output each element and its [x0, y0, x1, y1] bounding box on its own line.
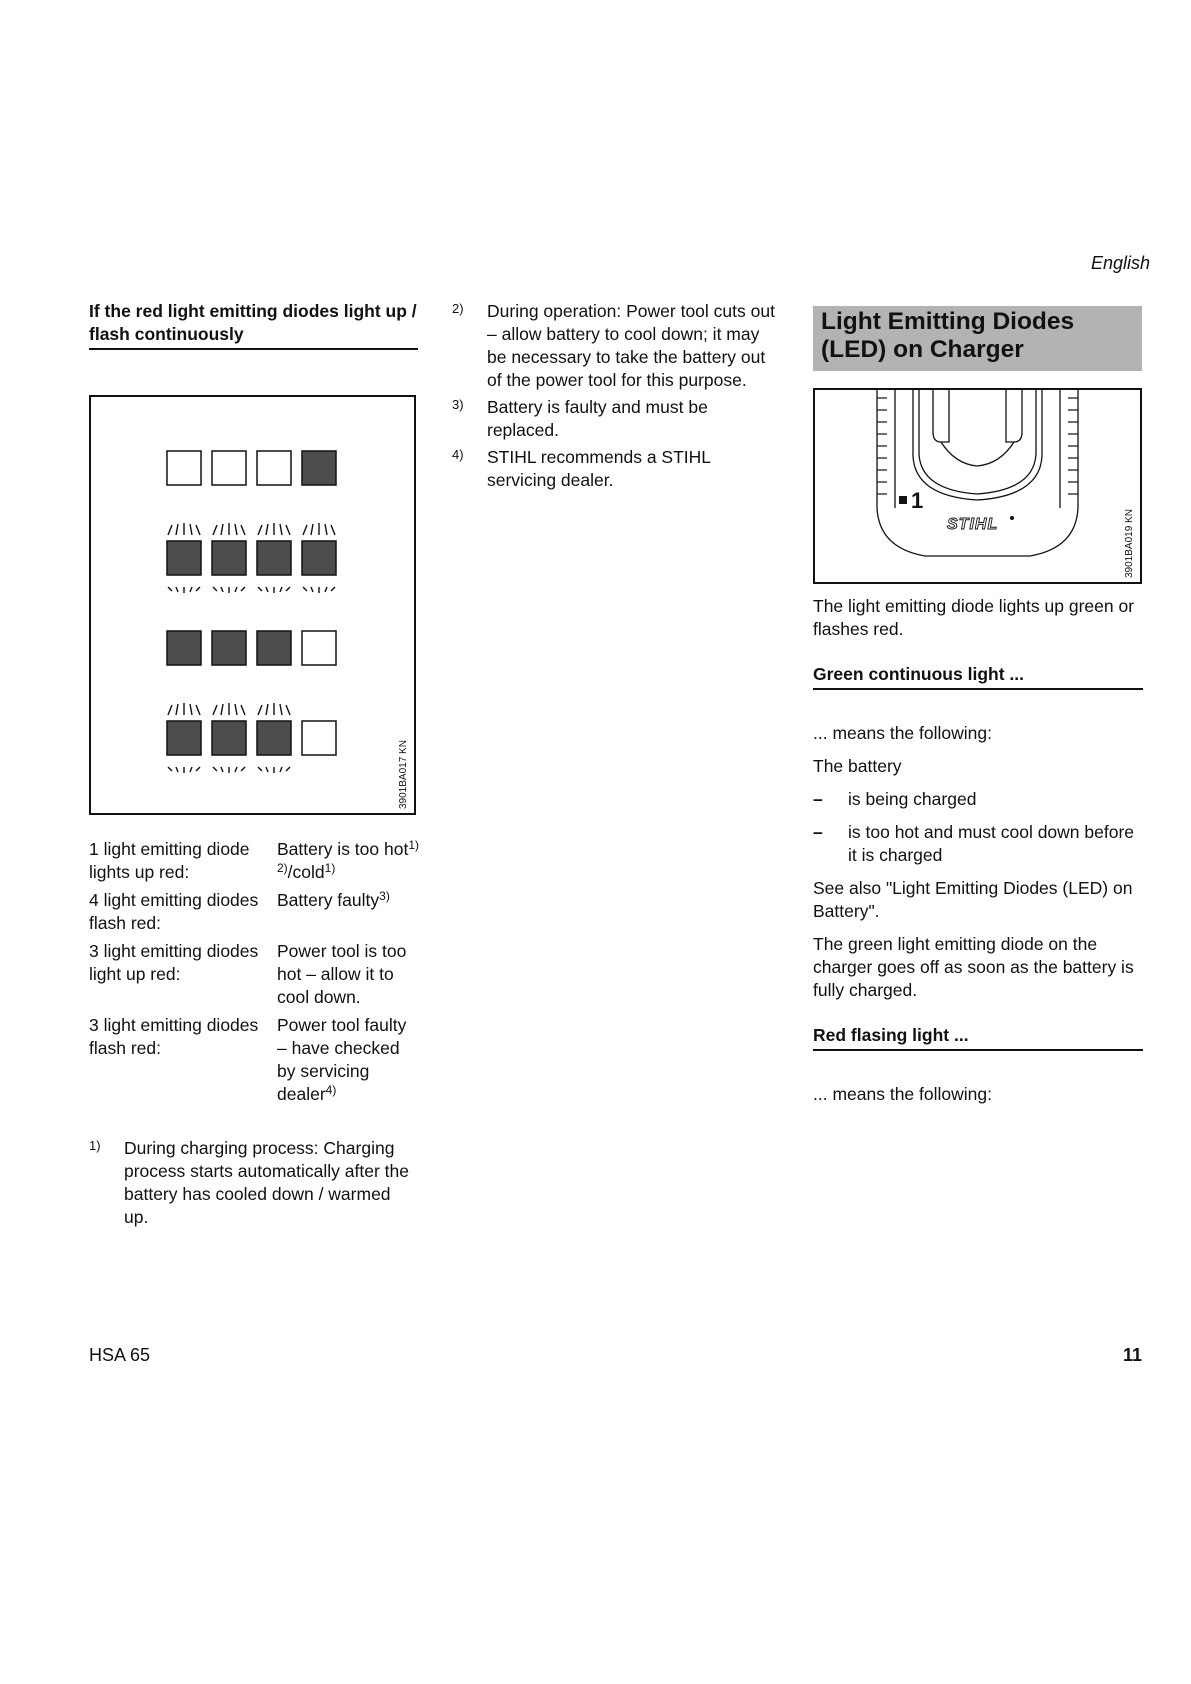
list-item [813, 821, 1143, 867]
right-body-text [813, 595, 1143, 1116]
led-off [302, 721, 336, 755]
model-label: HSA 65 [89, 1345, 151, 1365]
battery-label: The battery [813, 756, 902, 776]
red-means-text: ... means the following: [813, 1084, 992, 1104]
see-also-text: See also "Light Emitting Diodes (LED) on Battery". [813, 878, 1133, 921]
battery-led-figure [89, 395, 416, 815]
condition-cell: 1 light emitting diode lights up red: [89, 839, 250, 882]
table-row [89, 1014, 419, 1111]
green-means-text: ... means the following: [813, 723, 992, 743]
green-off-text: The green light emitting diode on the charger goes off as soon as the battery is fully charged. [813, 934, 1134, 1000]
footnote-text: STIHL recommends a STIHL servicing dealer. [487, 447, 711, 490]
footnote-mark: 1) [89, 1138, 101, 1153]
left-section-heading: If the red light emitting diodes light up / flash continuously [89, 300, 418, 350]
footnote-mark: 4) [452, 447, 464, 462]
red-light-heading: Red flasing light ... [813, 1024, 1143, 1051]
footnote-2 [452, 300, 782, 392]
list-item-text: is being charged [848, 789, 977, 809]
footnote-mark: 3) [452, 397, 464, 412]
led-off [302, 631, 336, 665]
led-on [167, 721, 201, 755]
led-on [212, 721, 246, 755]
footnote-mark: 2) [452, 301, 464, 316]
list-item [813, 788, 1143, 811]
led-on [302, 541, 336, 575]
footnotes-list [452, 300, 782, 496]
footnote-text: During operation: Power tool cuts out – allow battery to cool down; it may be necessary to take the battery out of the power tool for this purpose. [487, 301, 775, 390]
brand-logo: STIHL [947, 516, 999, 533]
meaning-cell: Power tool faulty – have checked by servicing dealer$^{4)}$ [277, 1015, 407, 1104]
led-off [212, 451, 246, 485]
condition-cell: 3 light emitting diodes light up red: [89, 941, 259, 984]
table-row [89, 889, 419, 940]
figure-code: 3901BA017 KN [398, 740, 409, 809]
meaning-cell: Power tool is too hot – allow it to cool down. [277, 941, 407, 1007]
led-status-table [89, 838, 419, 1111]
condition-cell: 4 light emitting diodes flash red: [89, 890, 259, 933]
table-row [89, 838, 419, 889]
led-on [212, 541, 246, 575]
table-row [89, 940, 419, 1014]
charger-illustration [815, 390, 1140, 582]
charger-figure [813, 388, 1142, 584]
condition-cell: 3 light emitting diodes flash red: [89, 1015, 259, 1058]
footnote-4 [452, 446, 782, 492]
led-on [212, 631, 246, 665]
led-on [257, 631, 291, 665]
led-diagram [91, 397, 414, 813]
section-title: Light Emitting Diodes (LED) on Charger [813, 306, 1142, 371]
charger-led-icon [899, 496, 907, 504]
led-off [257, 451, 291, 485]
dash-bullet: – [813, 789, 823, 809]
figure-code: 3901BA019 KN [1124, 509, 1135, 578]
led-on [257, 721, 291, 755]
led-on [257, 541, 291, 575]
meaning-cell: Battery is too hot$^{1) 2)}$/cold$^{1)}$ [277, 838, 419, 882]
language-label: English [1090, 253, 1150, 273]
green-light-heading: Green continuous light ... [813, 663, 1143, 690]
callout-number: 1 [911, 488, 924, 513]
led-on [167, 631, 201, 665]
page-number: 11 [1122, 1345, 1142, 1365]
footnote-1 [89, 1137, 419, 1229]
dash-bullet: – [813, 822, 823, 842]
footnote-text: During charging process: Charging process starts automatically after the battery has cooled down / warmed up. [124, 1138, 409, 1227]
led-on [167, 541, 201, 575]
led-off [167, 451, 201, 485]
meaning-cell: Battery faulty$^{3)}$ [277, 889, 390, 910]
led-on [302, 451, 336, 485]
list-item-text: is too hot and must cool down before it is charged [848, 822, 1135, 865]
footnote-text: Battery is faulty and must be replaced. [487, 397, 708, 440]
footnote-3 [452, 396, 782, 442]
intro-paragraph: The light emitting diode lights up green or flashes red. [813, 596, 1135, 639]
